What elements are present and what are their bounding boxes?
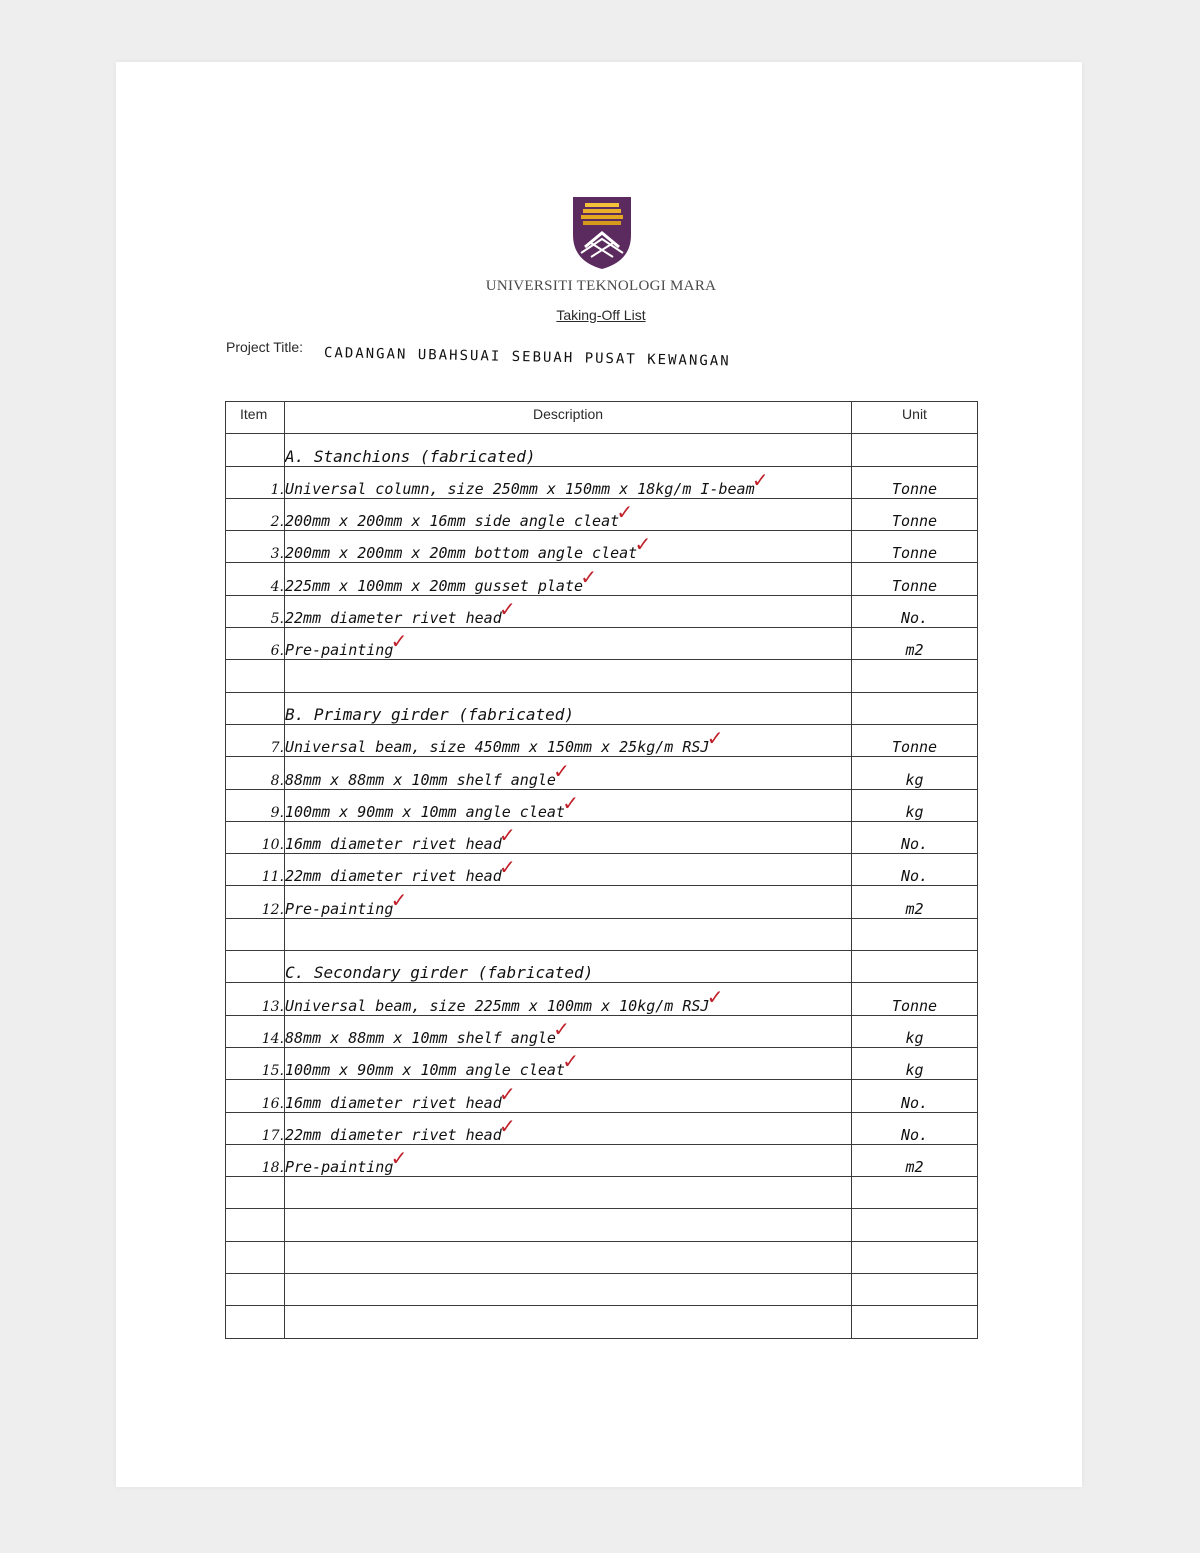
unit-cell — [852, 434, 978, 466]
red-check-mark-icon: ✓ — [498, 823, 516, 848]
item-number-cell: 4. — [226, 563, 285, 595]
description-cell — [285, 951, 852, 983]
table-row — [226, 789, 978, 821]
item-number-cell: 6. — [226, 628, 285, 660]
description-cell — [285, 757, 852, 789]
table-row — [226, 660, 978, 692]
unit-cell: Tonne — [852, 498, 978, 530]
table-row — [226, 595, 978, 627]
table-row — [226, 466, 978, 498]
item-number-cell — [226, 951, 285, 983]
unit-cell: Tonne — [852, 563, 978, 595]
unit-cell: No. — [852, 821, 978, 853]
section-heading-row — [226, 434, 978, 466]
section-heading-row — [226, 951, 978, 983]
description-cell — [285, 498, 852, 530]
table-row — [226, 498, 978, 530]
description-text: 100mm x 90mm x 10mm angle cleat ✓ — [285, 790, 579, 821]
item-number-cell: 12. — [226, 886, 285, 918]
university-name: UNIVERSITI TEKNOLOGI MARA — [485, 278, 717, 294]
description-cell — [285, 628, 852, 660]
item-number-cell: 7. — [226, 724, 285, 756]
description-text: Universal column, size 250mm x 150mm x 18kg/m I-beam ✓ — [285, 467, 769, 498]
item-number-cell: 3. — [226, 531, 285, 563]
item-number-cell: 5. — [226, 595, 285, 627]
item-number-cell: 14. — [226, 1015, 285, 1047]
uitm-crest-logo — [571, 195, 633, 271]
item-number-cell: 11. — [226, 854, 285, 886]
description-cell — [285, 789, 852, 821]
description-text: Pre-painting ✓ — [285, 1146, 408, 1177]
red-check-mark-icon: ✓ — [553, 1016, 570, 1041]
unit-cell: No. — [852, 1080, 978, 1112]
description-text: 225mm x 100mm x 20mm gusset plate ✓ — [285, 564, 598, 595]
red-check-mark-icon: ✓ — [562, 790, 579, 815]
description-text: 200mm x 200mm x 20mm bottom angle cleat ✓ — [285, 532, 652, 563]
item-number-cell — [226, 660, 285, 692]
red-check-mark-icon: ✓ — [390, 887, 408, 912]
description-text: 22mm diameter rivet head ✓ — [285, 855, 516, 886]
unit-cell: Tonne — [852, 466, 978, 498]
description-cell — [285, 1047, 852, 1079]
table-row — [226, 563, 978, 595]
project-title-value: CADANGAN UBAHSUAI SEBUAH PUSAT KEWANGAN — [323, 345, 731, 370]
unit-cell: m2 — [852, 628, 978, 660]
table-row — [226, 724, 978, 756]
unit-cell — [852, 1209, 978, 1241]
unit-cell: Tonne — [852, 724, 978, 756]
unit-cell — [852, 1241, 978, 1273]
red-check-mark-icon: ✓ — [706, 726, 724, 751]
item-number-cell — [226, 434, 285, 466]
item-number-cell: 13. — [226, 983, 285, 1015]
unit-cell — [852, 1306, 978, 1338]
description-cell — [285, 1241, 852, 1273]
description-cell — [285, 660, 852, 692]
table-row — [226, 1047, 978, 1079]
description-text: 88mm x 88mm x 10mm shelf angle ✓ — [285, 758, 570, 789]
section-heading-text: B. Primary girder (fabricated) — [285, 704, 574, 724]
description-cell — [285, 724, 852, 756]
taking-off-table — [225, 401, 978, 1339]
description-cell — [285, 531, 852, 563]
item-number-cell: 17. — [226, 1112, 285, 1144]
description-cell — [285, 1080, 852, 1112]
table-header-row — [226, 402, 978, 434]
unit-cell: kg — [852, 1047, 978, 1079]
description-text: 16mm diameter rivet head ✓ — [285, 823, 516, 854]
description-cell — [285, 595, 852, 627]
unit-cell — [852, 918, 978, 950]
unit-cell — [852, 1177, 978, 1209]
item-number-cell: 10. — [226, 821, 285, 853]
red-check-mark-icon: ✓ — [498, 1113, 516, 1138]
description-text: 22mm diameter rivet head ✓ — [285, 597, 516, 628]
column-header-item: Item — [226, 402, 285, 434]
item-number-cell: 2. — [226, 498, 285, 530]
description-cell — [285, 1209, 852, 1241]
description-cell — [285, 563, 852, 595]
table-row — [226, 1112, 978, 1144]
unit-cell: No. — [852, 1112, 978, 1144]
description-text: Universal beam, size 450mm x 150mm x 25kg/m RSJ ✓ — [285, 726, 724, 757]
description-cell — [285, 854, 852, 886]
description-cell — [285, 886, 852, 918]
unit-cell: No. — [852, 595, 978, 627]
table-row — [226, 854, 978, 886]
description-text: 16mm diameter rivet head ✓ — [285, 1081, 516, 1112]
description-cell — [285, 434, 852, 466]
unit-cell — [852, 692, 978, 724]
description-text: 200mm x 200mm x 16mm side angle cleat ✓ — [285, 500, 634, 531]
item-number-cell — [226, 1274, 285, 1306]
item-number-cell — [226, 692, 285, 724]
table-row — [226, 821, 978, 853]
unit-cell: kg — [852, 757, 978, 789]
item-number-cell: 18. — [226, 1144, 285, 1176]
item-number-cell — [226, 1241, 285, 1273]
table-row — [226, 531, 978, 563]
red-check-mark-icon: ✓ — [498, 597, 516, 622]
unit-cell: m2 — [852, 1144, 978, 1176]
red-check-mark-icon: ✓ — [553, 758, 570, 783]
table-row — [226, 1306, 978, 1338]
description-cell — [285, 918, 852, 950]
description-cell — [285, 692, 852, 724]
item-number-cell: 1. — [226, 466, 285, 498]
item-number-cell: 15. — [226, 1047, 285, 1079]
table-row — [226, 918, 978, 950]
red-check-mark-icon: ✓ — [390, 1146, 408, 1171]
description-cell — [285, 1177, 852, 1209]
unit-cell — [852, 1274, 978, 1306]
item-number-cell — [226, 1177, 285, 1209]
description-cell — [285, 466, 852, 498]
unit-cell: kg — [852, 789, 978, 821]
unit-cell — [852, 660, 978, 692]
table-row — [226, 1209, 978, 1241]
description-cell — [285, 1015, 852, 1047]
sheet-title: Taking-Off List — [556, 307, 646, 323]
table-row — [226, 983, 978, 1015]
red-check-mark-icon: ✓ — [634, 532, 652, 557]
red-check-mark-icon: ✓ — [580, 564, 598, 589]
item-number-cell: 8. — [226, 757, 285, 789]
unit-cell: Tonne — [852, 983, 978, 1015]
table-row — [226, 1080, 978, 1112]
description-text: 100mm x 90mm x 10mm angle cleat ✓ — [285, 1049, 579, 1080]
item-number-cell: 16. — [226, 1080, 285, 1112]
section-heading-row — [226, 692, 978, 724]
section-heading-text: C. Secondary girder (fabricated) — [285, 963, 594, 983]
table-body — [226, 434, 978, 1338]
description-text: Pre-painting ✓ — [285, 887, 408, 918]
description-text: Pre-painting ✓ — [285, 629, 408, 660]
column-header-description: Description — [285, 402, 852, 434]
table-row — [226, 886, 978, 918]
item-number-cell — [226, 918, 285, 950]
red-check-mark-icon: ✓ — [706, 984, 724, 1009]
item-number-cell — [226, 1306, 285, 1338]
unit-cell: Tonne — [852, 531, 978, 563]
table-row — [226, 1015, 978, 1047]
description-text: Universal beam, size 225mm x 100mm x 10kg/m RSJ ✓ — [285, 984, 724, 1015]
item-number-cell: 9. — [226, 789, 285, 821]
description-cell — [285, 1306, 852, 1338]
unit-cell — [852, 951, 978, 983]
unit-cell: m2 — [852, 886, 978, 918]
unit-cell: kg — [852, 1015, 978, 1047]
table-row — [226, 757, 978, 789]
table-row — [226, 1144, 978, 1176]
section-heading-text: A. Stanchions (fabricated) — [285, 446, 536, 466]
project-title-label: Project Title: — [226, 339, 304, 355]
red-check-mark-icon: ✓ — [616, 500, 634, 525]
red-check-mark-icon: ✓ — [498, 855, 516, 880]
item-number-cell — [226, 1209, 285, 1241]
table-row — [226, 1274, 978, 1306]
description-cell — [285, 1112, 852, 1144]
description-cell — [285, 1144, 852, 1176]
description-cell — [285, 821, 852, 853]
description-cell — [285, 983, 852, 1015]
red-check-mark-icon: ✓ — [562, 1049, 579, 1074]
column-header-unit: Unit — [852, 402, 978, 434]
red-check-mark-icon: ✓ — [498, 1081, 516, 1106]
description-cell — [285, 1274, 852, 1306]
description-text: 88mm x 88mm x 10mm shelf angle ✓ — [285, 1016, 570, 1047]
unit-cell: No. — [852, 854, 978, 886]
description-text: 22mm diameter rivet head ✓ — [285, 1113, 516, 1144]
table-row — [226, 1241, 978, 1273]
table-row — [226, 628, 978, 660]
red-check-mark-icon: ✓ — [390, 629, 408, 654]
red-check-mark-icon: ✓ — [751, 467, 769, 492]
table-row — [226, 1177, 978, 1209]
